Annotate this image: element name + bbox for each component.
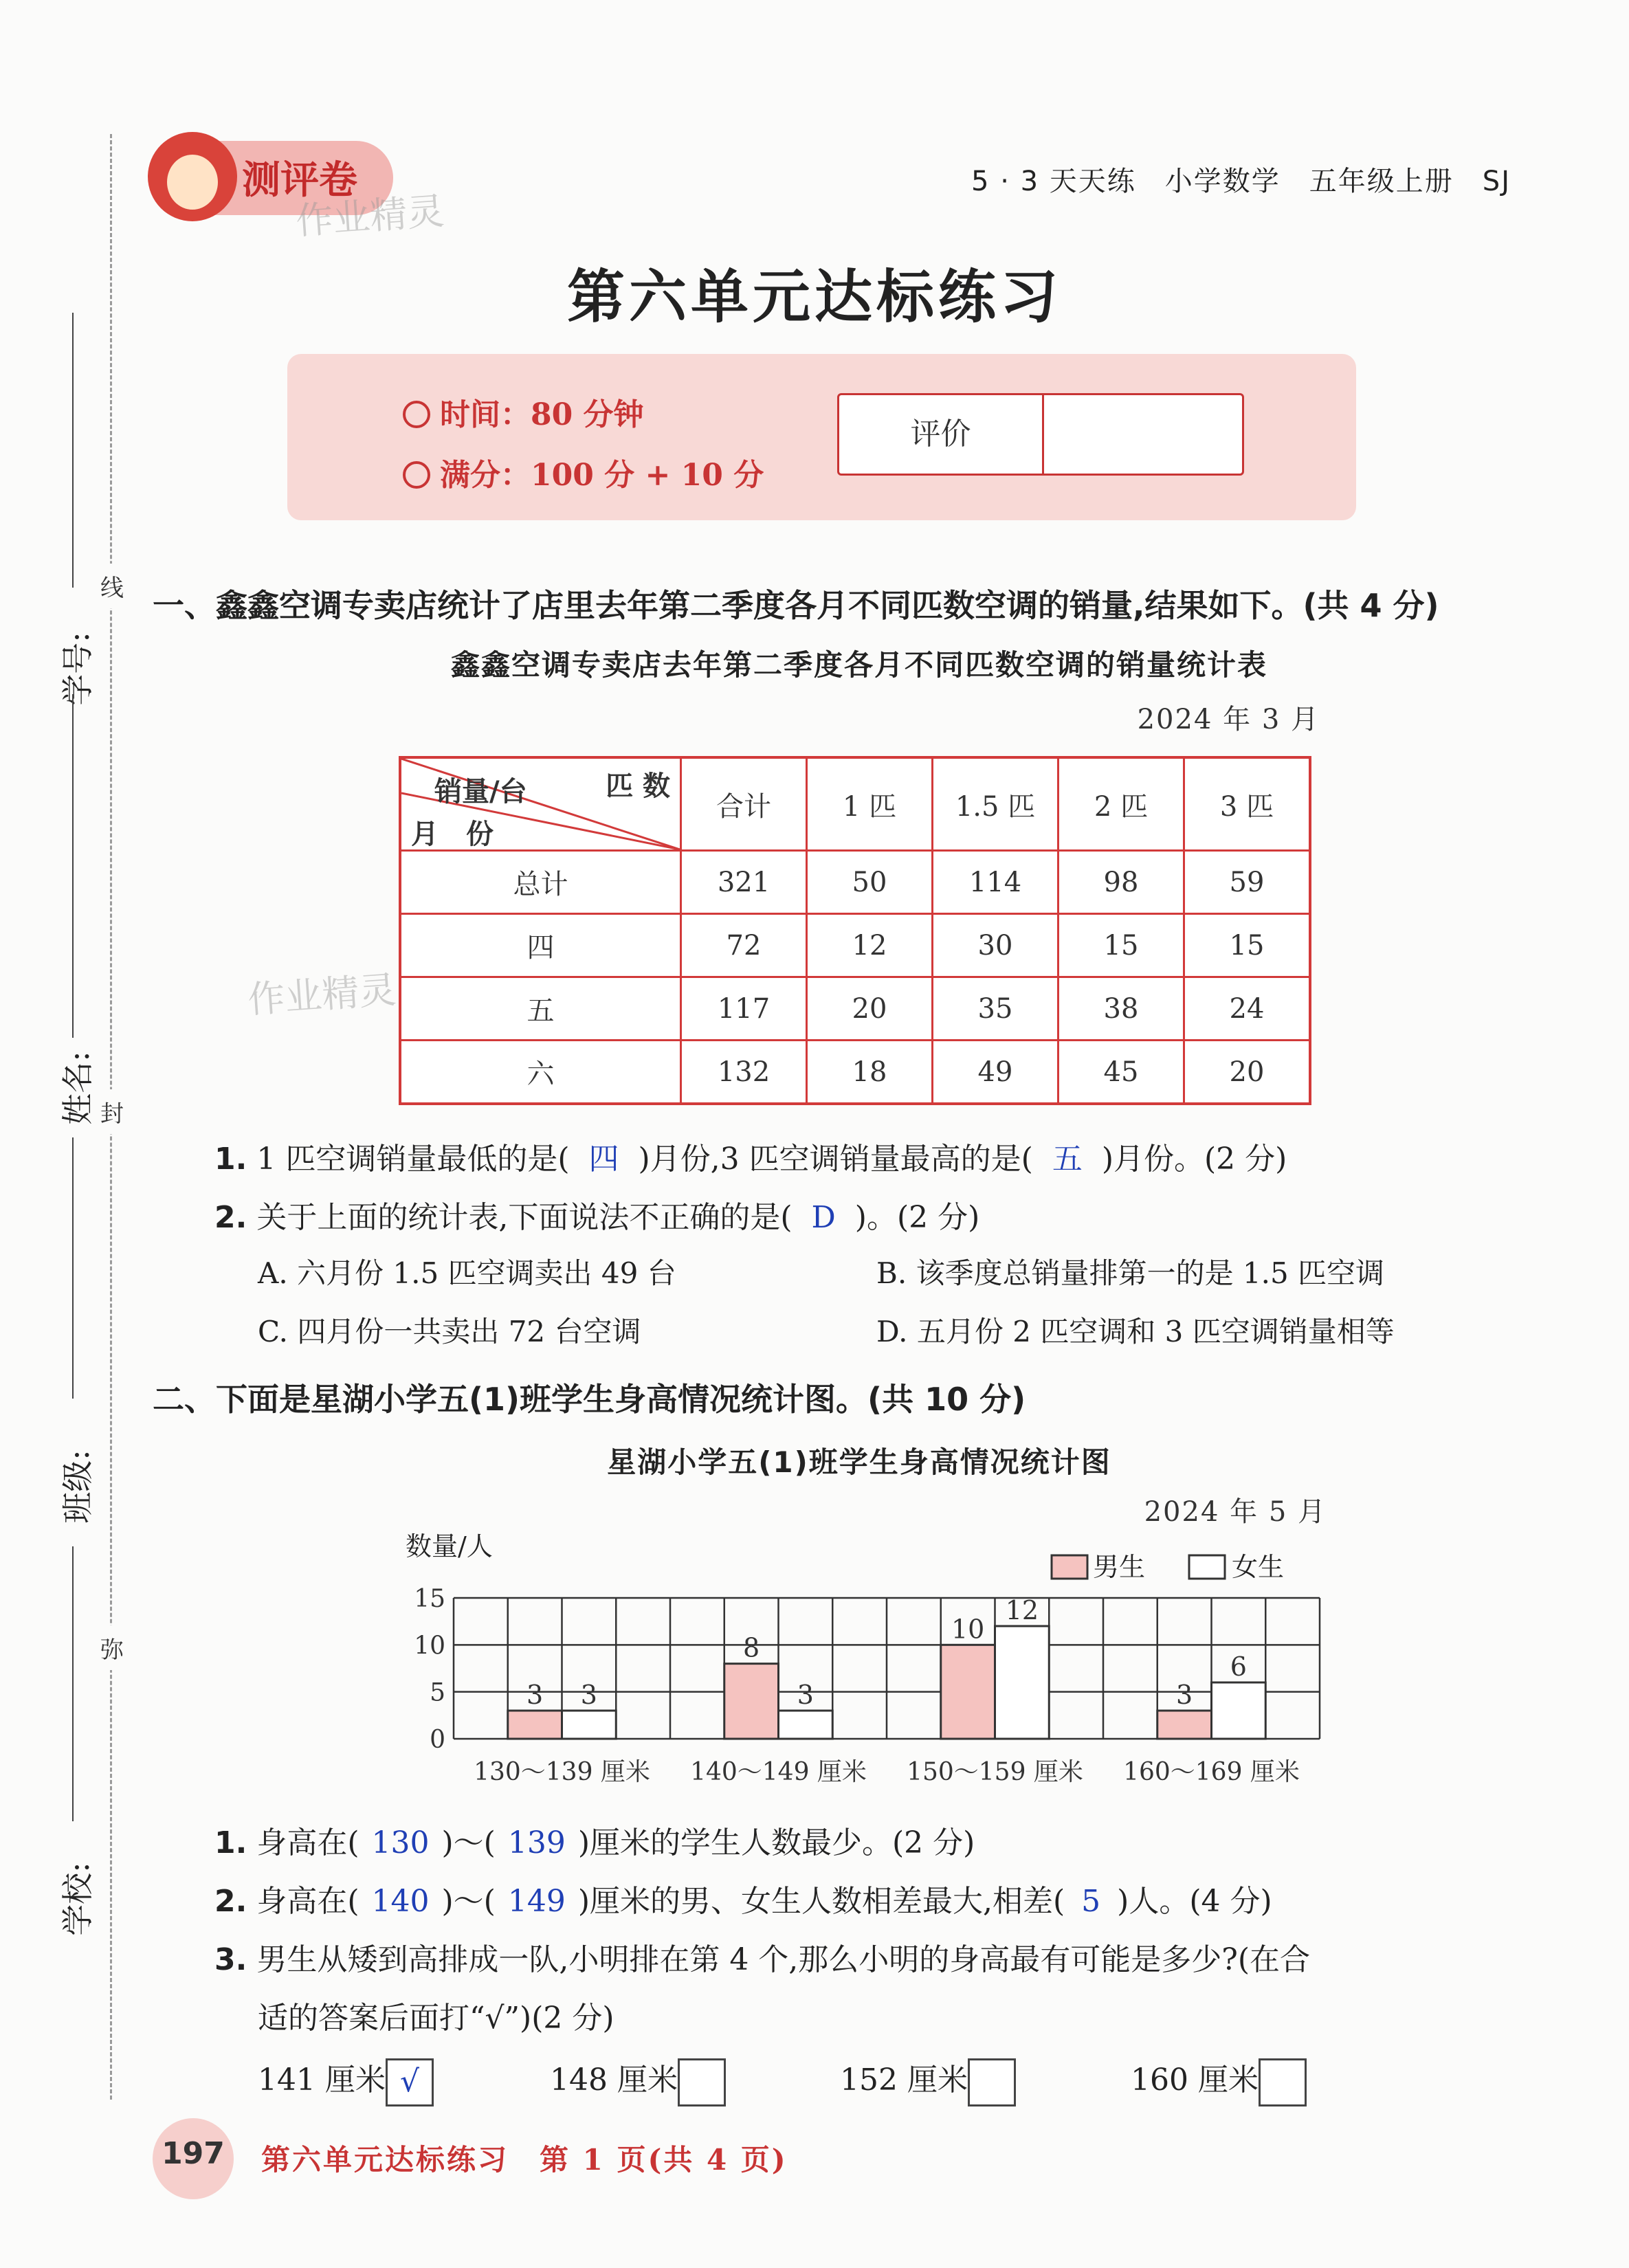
s2-q2-text-c: )厘米的男、女生人数相差最大,相差( (577, 1884, 1065, 1919)
y-tick-label: 10 (414, 1632, 445, 1660)
x-category-label: 140～149 厘米 (690, 1758, 867, 1786)
choice-checkbox[interactable] (968, 2058, 1016, 2106)
row-label: 四 (400, 914, 681, 977)
chart-ylabel: 数量/人 (406, 1531, 493, 1561)
name-line (72, 694, 74, 1038)
choice-label: 141 厘米 (258, 2063, 386, 2098)
bar-value-label: 3 (797, 1680, 814, 1710)
s1-q2-num: 2. (214, 1200, 247, 1235)
bar-value-label: 3 (527, 1680, 544, 1710)
footer-text: 第六单元达标练习 第 1 页(共 4 页) (261, 2143, 788, 2177)
row-label: 五 (400, 977, 681, 1041)
table-row (400, 977, 1310, 1041)
table-cell: 35 (933, 977, 1059, 1041)
s2-q2-answer-3: 5 (1081, 1884, 1101, 1919)
bar (508, 1711, 562, 1739)
row-label: 总计 (400, 851, 681, 914)
legend-swatch-boys (1052, 1555, 1087, 1579)
table-date: 2024 年 3 月 (1137, 704, 1320, 735)
sales-table (399, 756, 1311, 1105)
table-header-row (400, 757, 1310, 851)
option-a: A. 六月份 1.5 匹空调卖出 49 台 (258, 1256, 676, 1290)
s1-q2-answer: D (811, 1200, 836, 1235)
bar-value-label: 3 (580, 1680, 597, 1710)
s2-q2-text-b: )～( (441, 1884, 496, 1919)
time-line (403, 390, 644, 434)
table-cell: 38 (1059, 977, 1184, 1041)
diag-middle: 销量/台 (434, 776, 527, 808)
option-d: D. 五月份 2 匹空调和 3 匹空调销量相等 (876, 1315, 1395, 1348)
table-cell: 50 (807, 851, 933, 914)
table-cell: 321 (681, 851, 807, 914)
name-label: 姓名: (59, 1051, 96, 1125)
table-cell: 15 (1059, 914, 1184, 977)
watermark: 作业精灵 (294, 189, 446, 243)
s2-q2-answer-1: 140 (371, 1884, 430, 1919)
table-cell: 12 (807, 914, 933, 977)
x-category-label: 130～139 厘米 (474, 1758, 650, 1786)
s2-q1-answer-2: 139 (507, 1825, 566, 1860)
y-tick-label: 5 (430, 1678, 445, 1707)
s1-q1-text-a: 1 匹空调销量最低的是( (256, 1142, 570, 1177)
bar-value-label: 12 (1005, 1595, 1039, 1625)
s1-q1-answer-2: 五 (1052, 1142, 1083, 1177)
height-chart (385, 1529, 1340, 1797)
mascot-face (167, 155, 218, 210)
bar (724, 1664, 779, 1739)
s1-q1-num: 1. (214, 1142, 247, 1177)
table-title: 鑫鑫空调专卖店去年第二季度各月不同匹数空调的销量统计表 (450, 648, 1267, 682)
table-cell: 15 (1184, 914, 1311, 977)
bar (1157, 1711, 1212, 1739)
chart-title: 星湖小学五(1)班学生身高情况统计图 (607, 1445, 1111, 1479)
book-info: 5 · 3 天天练 小学数学 五年级上册 SJ (971, 166, 1511, 197)
class-label: 班级: (59, 1449, 96, 1524)
s2-question-3 (214, 1935, 1310, 1979)
check-circle-icon (403, 461, 430, 489)
table-cell: 20 (1184, 1041, 1311, 1104)
margin-word-xian: 线 (100, 564, 124, 608)
table-cell: 59 (1184, 851, 1311, 914)
clock-icon (403, 401, 430, 428)
s2-q1-answer-1: 130 (371, 1825, 430, 1860)
choice-checkbox[interactable] (678, 2058, 726, 2106)
s2-q3-line1: 男生从矮到高排成一队,小明排在第 4 个,那么小明的身高最有可能是多少?(在合 (256, 1942, 1311, 1977)
chart-date: 2024 年 5 月 (1144, 1496, 1327, 1528)
s2-q1-text-b: )～( (441, 1825, 496, 1860)
table-cell: 20 (807, 977, 933, 1041)
col-header: 2 匹 (1059, 757, 1184, 851)
y-tick-label: 15 (414, 1585, 445, 1613)
y-tick-label: 0 (430, 1726, 445, 1754)
s1-question-1 (214, 1134, 1287, 1178)
score-line (403, 450, 764, 494)
s2-q1-text-a: 身高在( (256, 1825, 359, 1860)
option-c: C. 四月份一共卖出 72 台空调 (258, 1315, 641, 1348)
score-text: 满分：100 分 + 10 分 (440, 458, 764, 493)
table-cell: 114 (933, 851, 1059, 914)
choice-2 (550, 2055, 726, 2106)
s2-q3-num: 3. (214, 1942, 247, 1977)
chart-legend (1052, 1552, 1284, 1582)
choice-1 (258, 2055, 434, 2106)
legend-swatch-girls (1189, 1555, 1225, 1579)
s2-question-2 (214, 1876, 1272, 1920)
watermark-2: 作业精灵 (246, 968, 398, 1022)
badge-label: 测评卷 (242, 158, 357, 203)
s2-q1-num: 1. (214, 1825, 247, 1860)
bar-value-label: 6 (1230, 1652, 1247, 1682)
student-id-line (72, 313, 74, 588)
page-title: 第六单元达标练习 (566, 263, 1062, 331)
bar-value-label: 10 (951, 1614, 985, 1645)
s1-q1-text-b: )月份,3 匹空调销量最高的是( (638, 1142, 1033, 1177)
evaluation-box (837, 393, 1244, 476)
s2-q3-line2: 适的答案后面打“√”)(2 分) (258, 2001, 614, 2036)
bar (995, 1626, 1050, 1739)
s2-question-1 (214, 1818, 975, 1862)
col-header: 1.5 匹 (933, 757, 1059, 851)
diag-bottom-left: 月 份 (411, 819, 494, 850)
choice-label: 148 厘米 (550, 2063, 678, 2098)
legend-label-boys: 男生 (1093, 1552, 1146, 1582)
margin-word-mi: 弥 (100, 1625, 124, 1670)
s2-q1-text-c: )厘米的学生人数最少。(2 分) (577, 1825, 975, 1860)
table-cell: 18 (807, 1041, 933, 1104)
margin-word-feng: 封 (100, 1089, 124, 1134)
bar-value-label: 3 (1176, 1680, 1193, 1710)
col-header: 合计 (681, 757, 807, 851)
table-row (400, 914, 1310, 977)
evaluation-label: 评价 (839, 395, 1044, 474)
s2-q2-num: 2. (214, 1884, 247, 1919)
section2-title: 二、下面是星湖小学五(1)班学生身高情况统计图。(共 10 分) (153, 1381, 1026, 1418)
choice-checkbox[interactable] (1259, 2058, 1307, 2106)
bar-value-label: 8 (743, 1632, 760, 1663)
bar (562, 1711, 617, 1739)
col-header: 1 匹 (807, 757, 933, 851)
x-category-label: 160～169 厘米 (1123, 1758, 1300, 1786)
s1-q1-answer-1: 四 (588, 1142, 619, 1177)
s2-q2-text-a: 身高在( (256, 1884, 359, 1919)
choice-label: 160 厘米 (1131, 2063, 1259, 2098)
diag-top-right: 匹 数 (606, 770, 670, 802)
table-cell: 117 (681, 977, 807, 1041)
class-line (72, 1137, 74, 1399)
school-line (72, 1546, 74, 1821)
bar (941, 1645, 995, 1739)
chart-labels (414, 1585, 1300, 1786)
choice-4 (1131, 2055, 1307, 2106)
row-label: 六 (400, 1041, 681, 1104)
table-cell: 24 (1184, 977, 1311, 1041)
col-header: 3 匹 (1184, 757, 1311, 851)
student-id-label: 学号: (59, 632, 96, 706)
page-number: 197 (162, 2136, 225, 2171)
table-cell: 45 (1059, 1041, 1184, 1104)
table-cell: 49 (933, 1041, 1059, 1104)
table-row (400, 851, 1310, 914)
table-cell: 132 (681, 1041, 807, 1104)
choice-checkbox[interactable]: √ (386, 2058, 434, 2106)
school-label: 学校: (59, 1862, 96, 1936)
choice-label: 152 厘米 (840, 2063, 968, 2098)
s1-question-2 (214, 1192, 979, 1236)
table-cell: 98 (1059, 851, 1184, 914)
x-category-label: 150～159 厘米 (907, 1758, 1083, 1786)
option-b: B. 该季度总销量排第一的是 1.5 匹空调 (876, 1256, 1385, 1290)
table-cell: 30 (933, 914, 1059, 977)
s2-q2-answer-2: 149 (507, 1884, 566, 1919)
section1-title: 一、鑫鑫空调专卖店统计了店里去年第二季度各月不同匹数空调的销量,结果如下。(共 4 分) (153, 587, 1439, 624)
time-text: 时间：80 分钟 (440, 397, 644, 432)
s2-q2-text-d: )人。(4 分) (1117, 1884, 1272, 1919)
legend-label-girls: 女生 (1232, 1552, 1285, 1582)
diagonal-header-cell (400, 757, 681, 851)
bar (779, 1711, 833, 1739)
s1-q2-text-b: )。(2 分) (854, 1200, 980, 1235)
bar (1212, 1682, 1266, 1739)
s1-q2-text-a: 关于上面的统计表,下面说法不正确的是( (256, 1200, 793, 1235)
s1-q1-text-c: )月份。(2 分) (1101, 1142, 1287, 1177)
choice-3 (840, 2055, 1016, 2106)
table-row (400, 1041, 1310, 1104)
table-cell: 72 (681, 914, 807, 977)
